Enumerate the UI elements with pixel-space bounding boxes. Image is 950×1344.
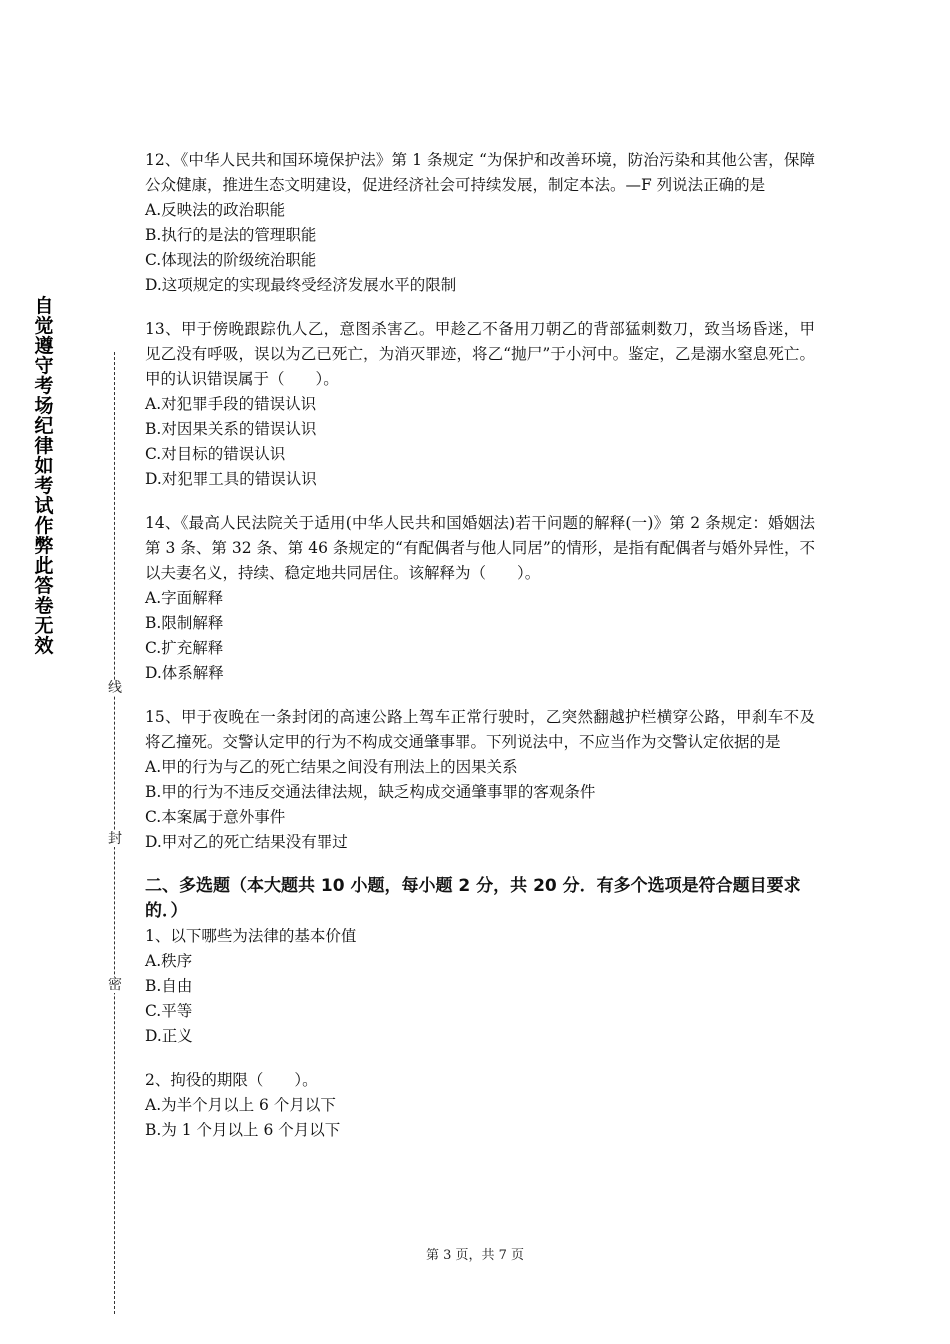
mc-question-1	[145, 924, 815, 1049]
option-d: D.这项规定的实现最终受经济发展水平的限制	[145, 276, 457, 294]
option-a: A.反映法的政治职能	[145, 201, 286, 219]
option-b: B.限制解释	[145, 614, 224, 632]
seal-mark-line: 线	[105, 680, 125, 696]
option-a: A.为半个月以上 6 个月以下	[145, 1096, 336, 1114]
option-d: D.体系解释	[145, 664, 224, 682]
option-c: C.体现法的阶级统治职能	[145, 251, 317, 269]
section-title-multiple-choice: 二、多选题（本大题共 10 小题，每小题 2 分，共 20 分．有多个选项是符合题目要求的．）	[145, 876, 801, 921]
option-d: D.对犯罪工具的错误认识	[145, 470, 317, 488]
option-c: C.对目标的错误认识	[145, 445, 286, 463]
question-12	[145, 148, 815, 298]
question-stem: 15、甲于夜晚在一条封闭的高速公路上驾车正常行驶时，乙突然翻越护栏横穿公路，甲刹车不及将乙撞死。交警认定甲的行为不构成交通肇事罪。下列说法中，不应当作为交警认定依据的是	[145, 708, 815, 751]
option-c: C.扩充解释	[145, 639, 224, 657]
question-stem: 12、《中华人民共和国环境保护法》第 1 条规定 “为保护和改善环境，防治污染和其他公害，保障公众健康，推进生态文明建设，促进经济社会可持续发展，制定本法。—F 列说法正确的是	[145, 151, 815, 194]
question-stem: 1、以下哪些为法律的基本价值	[145, 927, 357, 945]
option-b: B.为 1 个月以上 6 个月以下	[145, 1121, 341, 1139]
option-b: B.执行的是法的管理职能	[145, 226, 317, 244]
option-b: B.对因果关系的错误认识	[145, 420, 317, 438]
question-13	[145, 317, 815, 492]
option-c: C.平等	[145, 1002, 193, 1020]
option-a: A.甲的行为与乙的死亡结果之间没有刑法上的因果关系	[145, 758, 518, 776]
option-a: A.字面解释	[145, 589, 224, 607]
seal-mark-secret: 密	[105, 977, 125, 993]
option-a: A.秩序	[145, 952, 193, 970]
question-stem: 13、甲于傍晚跟踪仇人乙，意图杀害乙。甲趁乙不备用刀朝乙的背部猛刺数刀，致当场昏迷，甲见乙没有呼吸，误以为乙已死亡，为消灭罪迹，将乙“抛尸”于小河中。鉴定，乙是溺水窒息死亡。甲的认识错误属于（ ）。	[145, 320, 815, 388]
mc-question-2	[145, 1068, 815, 1143]
exam-discipline-warning: 自觉遵守考场纪律如考试作弊此答卷无效	[34, 295, 54, 657]
seal-mark-seal: 封	[105, 831, 125, 847]
option-b: B.自由	[145, 977, 193, 995]
page-number-footer: 第 3 页，共 7 页	[425, 1248, 525, 1263]
option-c: C.本案属于意外事件	[145, 808, 286, 826]
question-15	[145, 705, 815, 855]
option-d: D.甲对乙的死亡结果没有罪过	[145, 833, 348, 851]
question-stem: 14、《最高人民法院关于适用(中华人民共和国婚姻法)若干问题的解释(一)》第 2 条规定：婚姻法第 3 条、第 32 条、第 46 条规定的“有配偶者与他人同居”的情形，是指有配偶者与婚外异性，不以夫妻名义，持续、稳定地共同居住。该解释为（ ）。	[145, 514, 815, 582]
option-a: A.对犯罪手段的错误认识	[145, 395, 317, 413]
question-stem: 2、拘役的期限（ ）。	[145, 1071, 318, 1089]
question-14	[145, 511, 815, 686]
option-d: D.正义	[145, 1027, 193, 1045]
option-b: B.甲的行为不违反交通法律法规，缺乏构成交通肇事罪的客观条件	[145, 783, 596, 801]
exam-content	[145, 148, 815, 1162]
